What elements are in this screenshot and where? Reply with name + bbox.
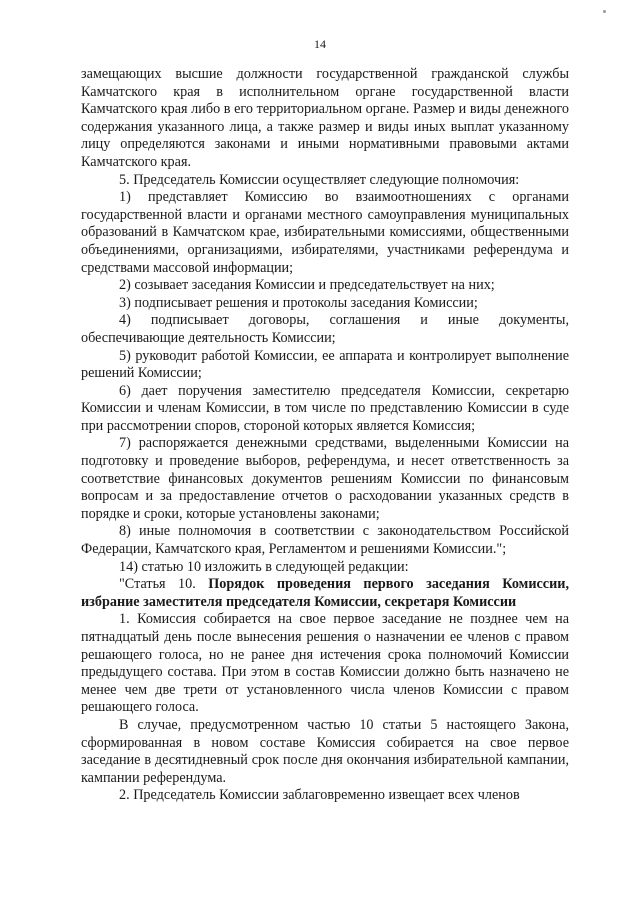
list-item-3: 3) подписывает решения и протоколы заседания Комиссии; [119, 294, 478, 311]
list-item-4: 4) подписывает договоры, соглашения и иные документы, обеспечивающие деятельность Комиссии; [81, 312, 569, 346]
scan-dot-mark [603, 10, 606, 13]
paragraph-article-part-1: 1. Комиссия собирается на свое первое заседание не позднее чем на пятнадцатый день после вынесения решения о назначении ее членов с правом решающего голоса, но не ранее дня истечения срока полномочий Комиссии предыдущего состава. При этом в состав Комиссии должно быть назначено не менее чем две трети от установленного числа членов Комиссии с правом решающего голоса. [81, 611, 569, 716]
list-item-5: 5) руководит работой Комиссии, ее аппарата и контролирует выполнение решений Комиссии; [81, 347, 569, 382]
paragraph-continuation: замещающих высшие должности государственной гражданской службы Камчатского края в исполнительном органе государственной власти Камчатского края либо в его территориальном органе. Размер и виды денежного содержания указанного лица, а также размер и виды иных выплат указанному лицу определяются законами и иными нормативными правовыми актами Камчатского края. [81, 66, 569, 170]
list-item-1: 1) представляет Комиссию во взаимоотношениях с органами государственной власти и органами местного самоуправления муниципальных образований в Камчатском крае, избирательными комиссиями, общественными объединениями, организациями, избирателями, участниками референдума и средствами массовой информации; [81, 189, 569, 276]
article-prefix: "Статья 10. [119, 576, 209, 593]
list-item-6: 6) дает поручения заместителю председателя Комиссии, секретарю Комиссии и членам Комиссии, в том числе по представлению Комиссии в суде при рассмотрении споров, стороной которых является Комиссия; [81, 382, 569, 434]
document-body [81, 66, 569, 805]
paragraph-article-part-2: 2. Председатель Комиссии заблаговременно извещает всех членов [119, 787, 520, 804]
paragraph-amendment-14: 14) статью 10 изложить в следующей редакции: [119, 558, 409, 575]
paragraph-special-case: В случае, предусмотренном частью 10 статьи 5 настоящего Закона, сформированная в новом составе Комиссия собирается на свое первое заседание в десятидневный срок после дня окончания избирательной кампании, кампании референдума. [81, 716, 569, 786]
article-heading [81, 576, 569, 611]
list-item-2: 2) созывает заседания Комиссии и председательствует на них; [119, 277, 495, 294]
list-item-7: 7) распоряжается денежными средствами, выделенными Комиссии на подготовку и проведение выборов, референдума, и несет ответственность за соответствие финансовых документов решениям Комиссии по финансовым вопросам и за предоставление отчетов о расходовании указанных средств в порядке и сроки, которые установлены законами; [81, 435, 569, 522]
paragraph-section-5: 5. Председатель Комиссии осуществляет следующие полномочия: [119, 171, 520, 188]
list-item-8: 8) иные полномочия в соответствии с законодательством Российской Федерации, Камчатского края, Регламентом и решениями Комиссии."; [81, 523, 569, 558]
article-title: Порядок проведения первого заседания Комиссии, избрание заместителя председателя Комиссии, секретаря Комиссии [81, 576, 569, 610]
page-number: 14 [314, 37, 326, 51]
